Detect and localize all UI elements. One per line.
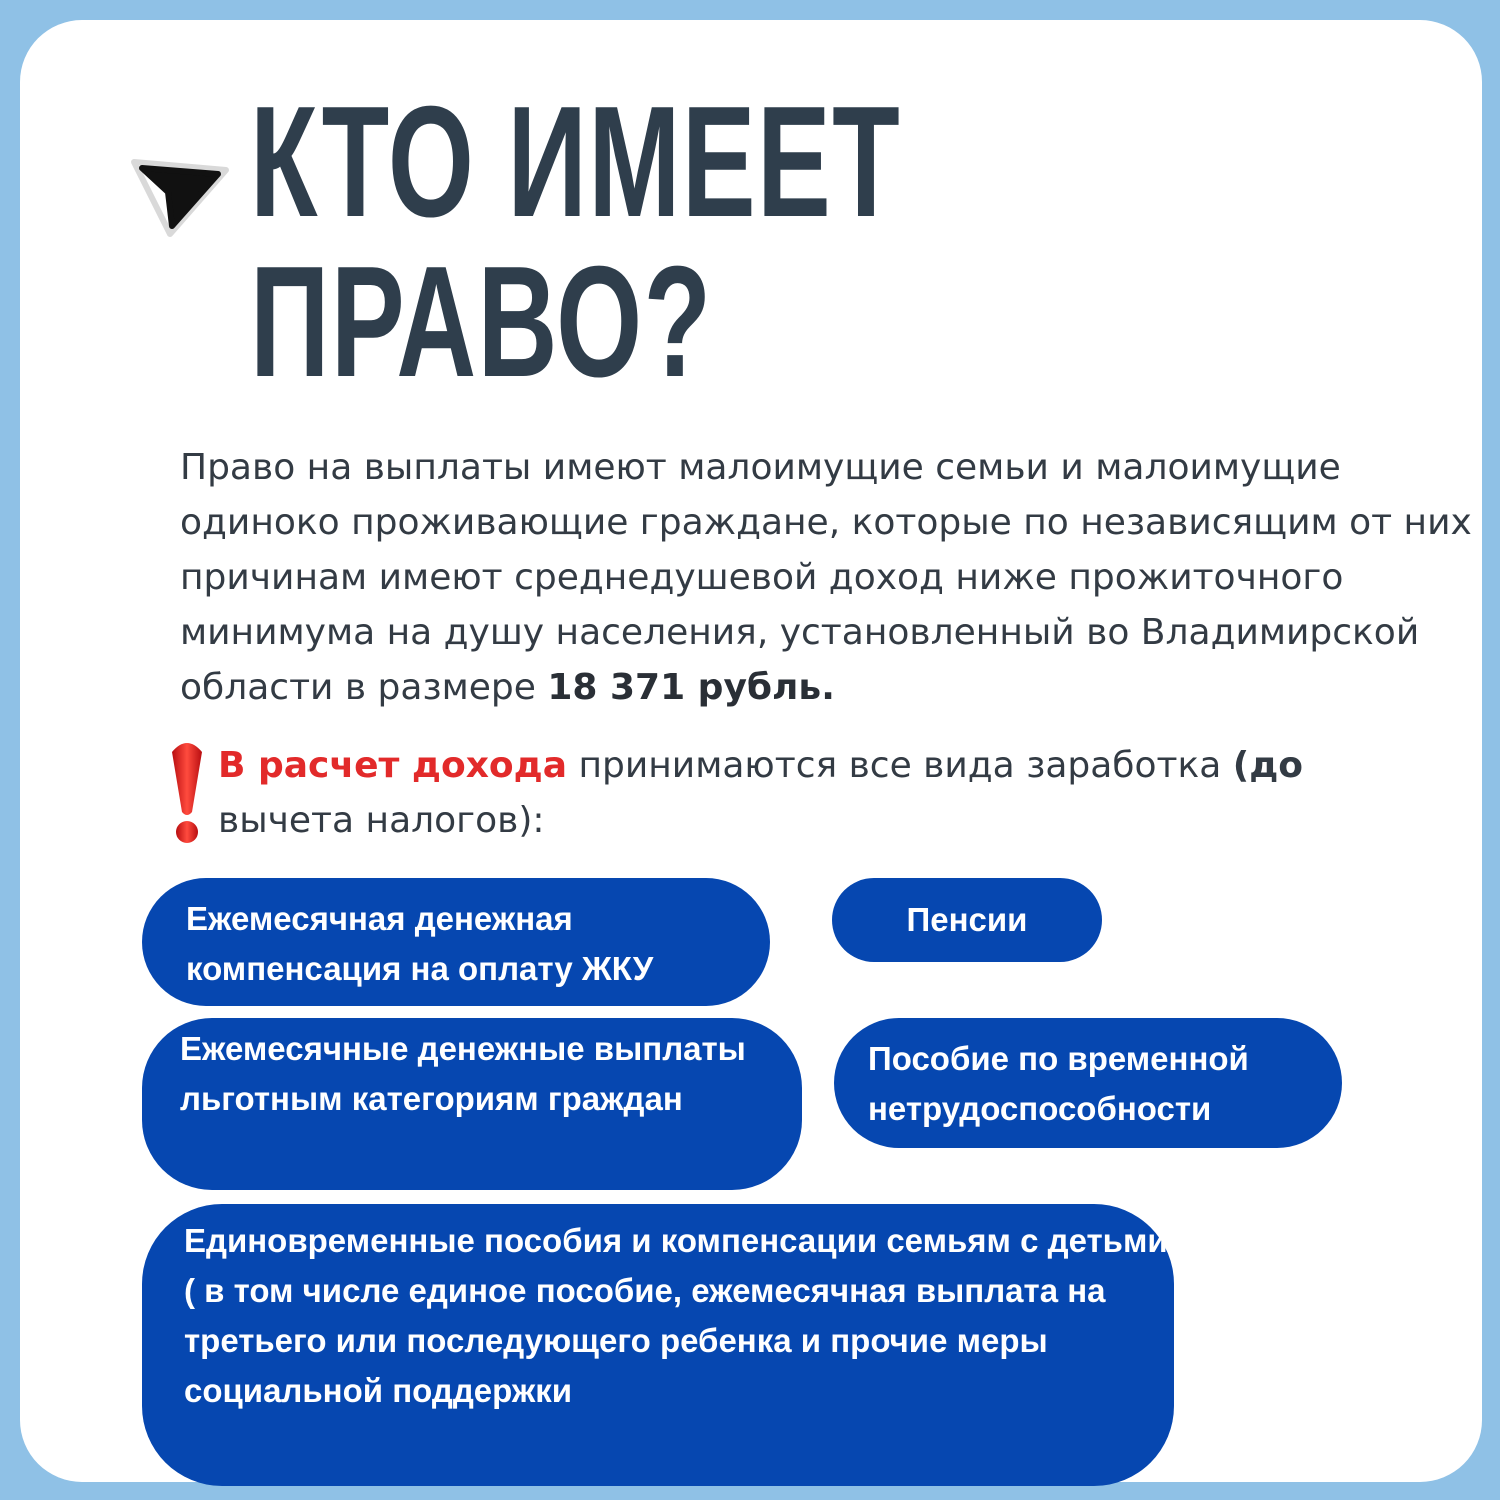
info-card	[20, 20, 1482, 1482]
note-bold: (до	[1232, 745, 1304, 786]
note-text: принимаются все вида заработка	[567, 745, 1233, 786]
income-type-family-benefits: Единовременные пособия и компенсации семьям с детьми ( в том числе единое пособие, ежемесячная выплата на третьего или последующего ребенка и прочие меры социальной поддержки	[142, 1204, 1174, 1486]
note-highlight: В расчет дохода	[218, 745, 568, 786]
intro-text: Право на выплаты имеют малоимущие семьи и малоимущие одиноко проживающие граждане, которые по независящим от них причинам имеют среднедушевой доход ниже прожиточного минимума на душу населения, установленный во Владимирской области в размере	[180, 447, 1472, 708]
note-rest: вычета налогов):	[218, 800, 545, 841]
income-type-benefit-payments: Ежемесячные денежные выплаты льготным категориям граждан	[142, 1018, 802, 1190]
income-type-pensions: Пенсии	[832, 878, 1102, 962]
income-type-sick-leave: Пособие по временной нетрудоспособности	[834, 1018, 1342, 1148]
income-threshold: 18 371 рубль.	[547, 667, 835, 708]
income-note	[218, 738, 1418, 848]
title-line-1: КТО ИМЕЕТ	[250, 74, 902, 250]
exclamation-icon	[166, 738, 208, 846]
title-line-2: ПРАВО?	[250, 234, 713, 410]
income-type-housing-compensation: Ежемесячная денежная компенсация на оплату ЖКУ	[142, 878, 770, 1006]
page-title	[250, 74, 902, 410]
intro-paragraph	[180, 440, 1500, 715]
pointer-arrow-icon	[128, 148, 232, 240]
